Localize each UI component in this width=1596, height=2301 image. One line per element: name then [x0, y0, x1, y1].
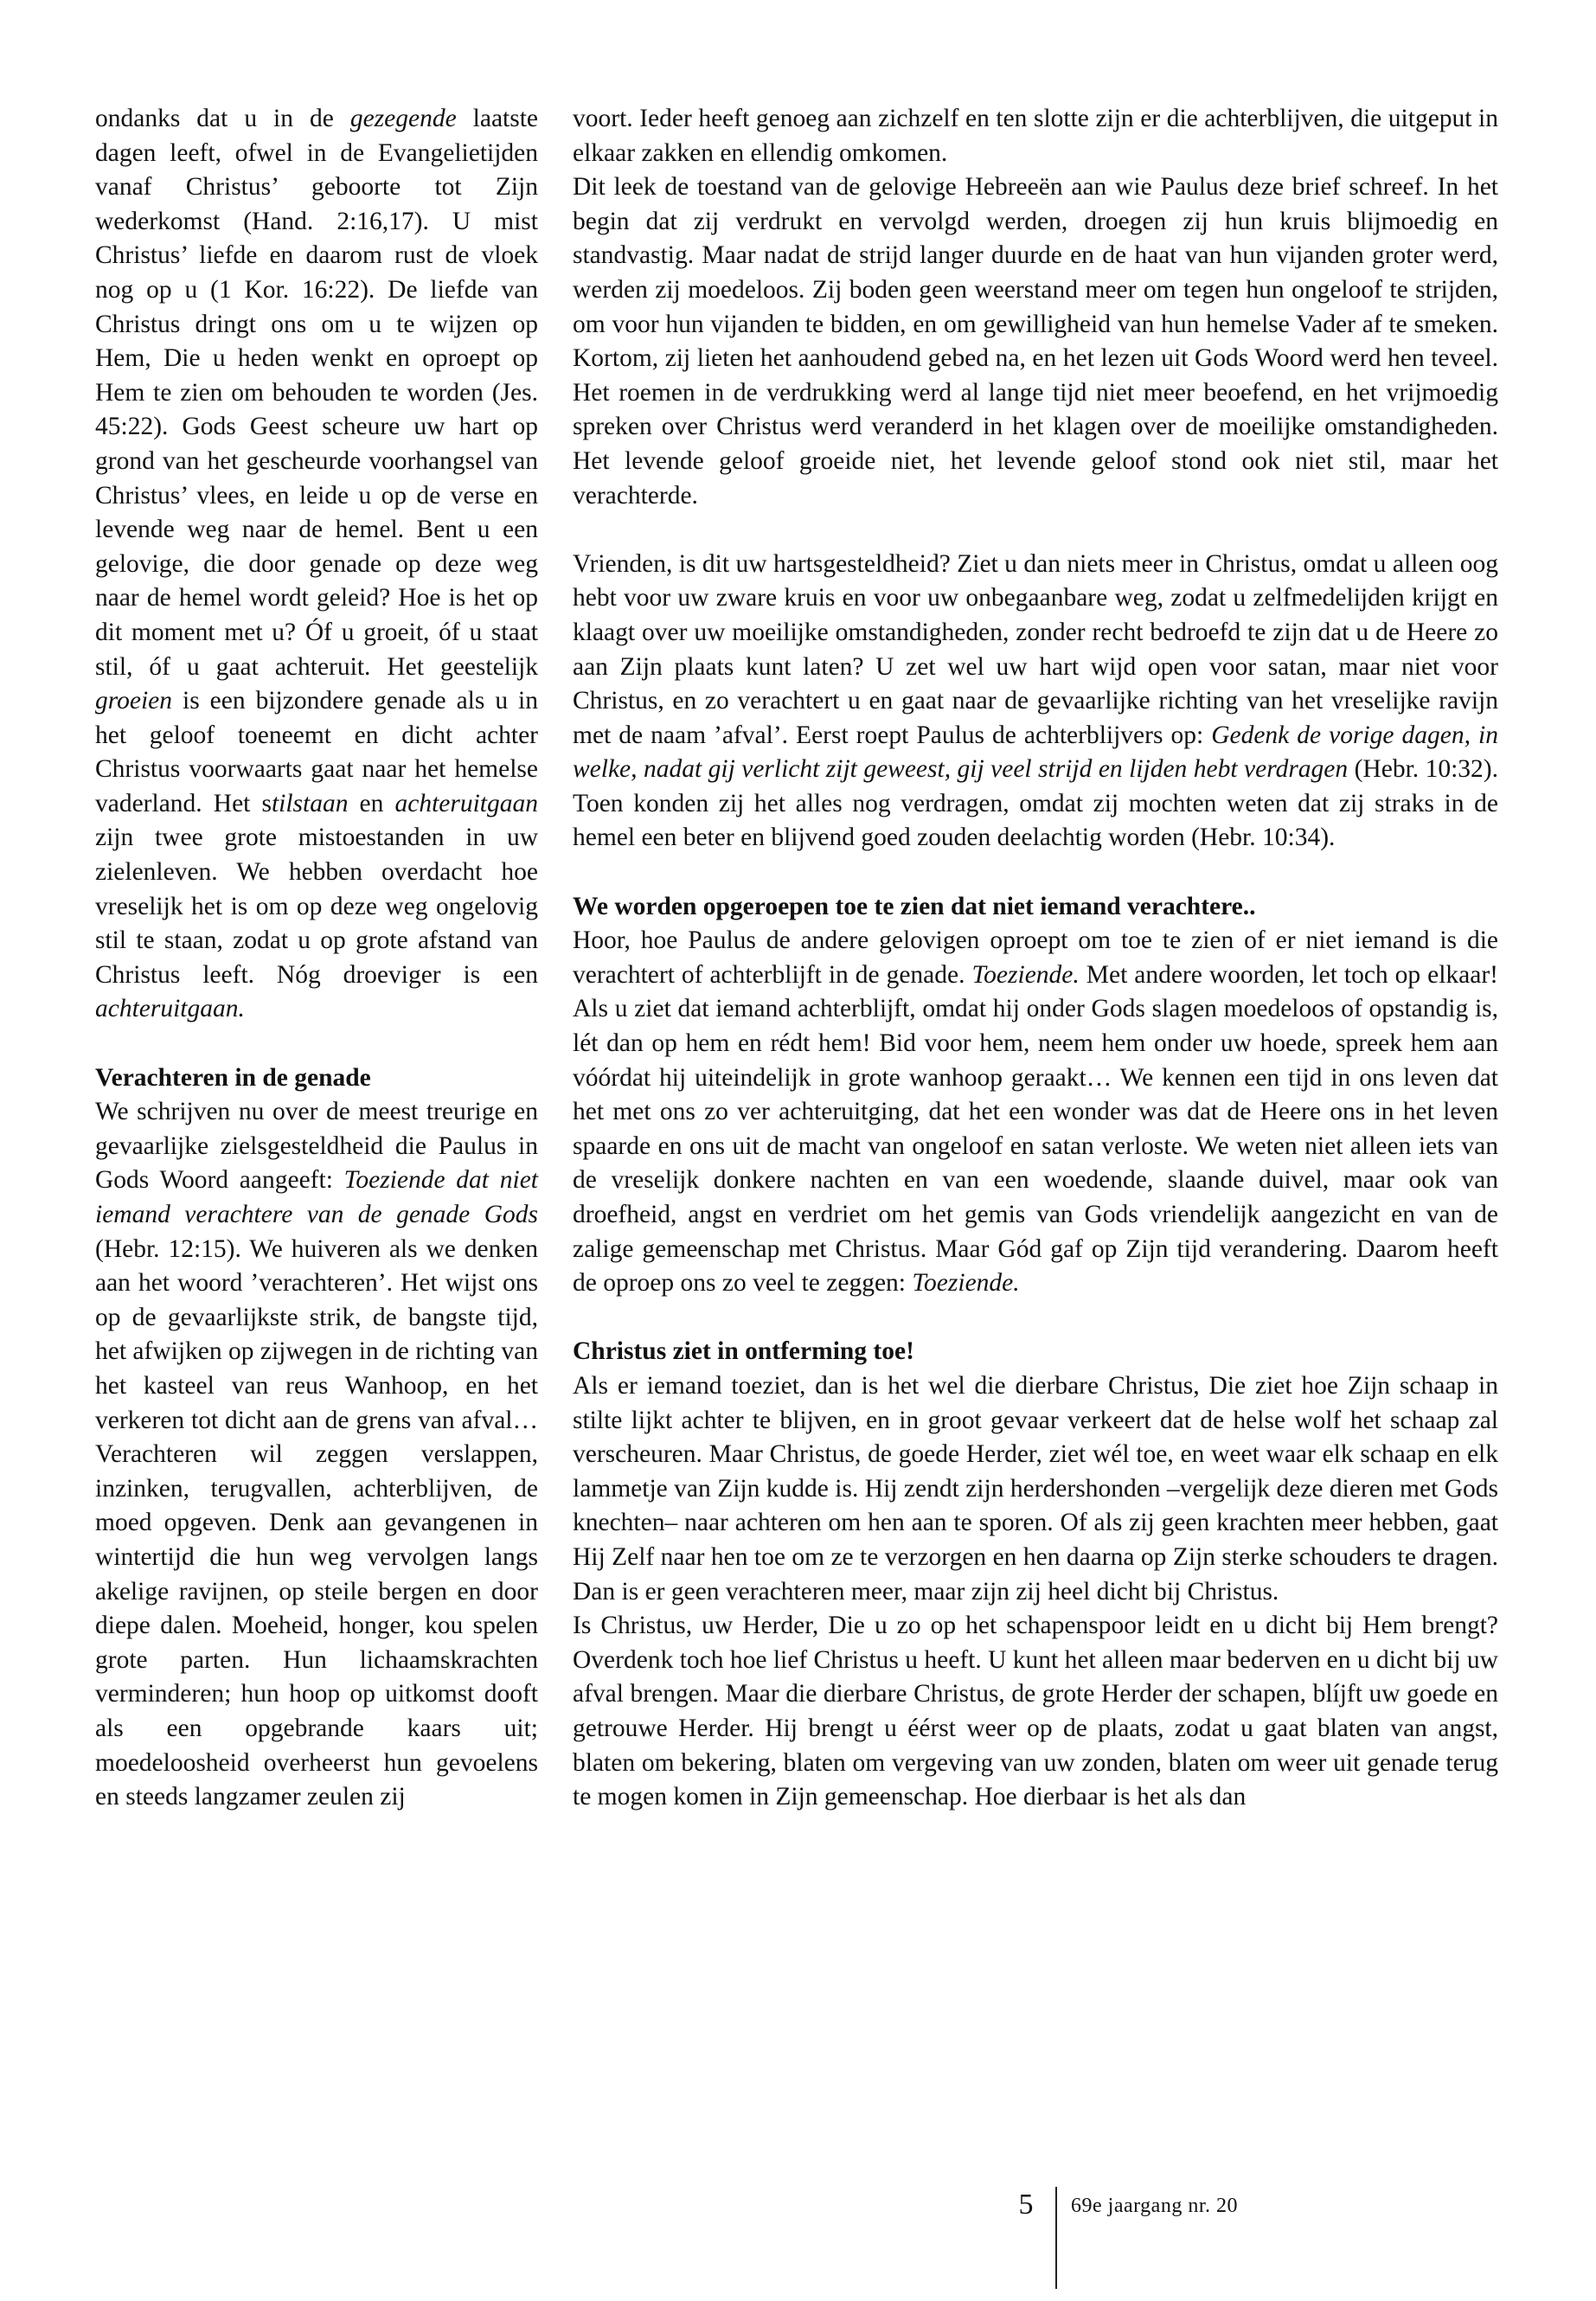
left-paragraph-1 — [95, 102, 538, 1027]
right-paragraph-4 — [573, 924, 1498, 1301]
italic-run: groeien — [95, 687, 173, 715]
text-run: Hoor, hoe Paulus de andere gelovigen oproept om toe te zien of er niet iemand is die verachtert of achterblijft in de genade. — [573, 926, 1498, 989]
italic-run: achteruitgaan. — [95, 995, 245, 1023]
paragraph-gap — [573, 1301, 1498, 1336]
italic-run: achteruitgaan — [394, 789, 538, 817]
right-column — [573, 102, 1498, 1815]
text-run: en — [348, 789, 395, 817]
section-heading-christus: Christus ziet in ontferming toe! — [573, 1337, 914, 1366]
text-run: ondanks dat u in de — [95, 105, 350, 132]
italic-run: Toeziende dat niet iemand verachtere van de genade Gods — [95, 1166, 538, 1228]
text-run: laatste dagen leeft, ofwel in de Evangelietijden vanaf Christus’ geboorte tot Zijn wederkomst (Hand. 2:16,17). U mist Christus’ liefde en daarom rust de vloek nog op u (1 Kor. 16:22). De liefde van Christus dringt ons om u te wijzen op Hem, Die u heden wenkt en oproept op Hem te zien om behouden te worden (Jes. 45:22). Gods Geest scheure uw hart op grond van het gescheurde voorhangsel van Christus’ vlees, en leide u op de verse en levende weg naar de hemel. Bent u een gelovige, die door genade op deze weg naar de hemel wordt geleid? Hoe is het op dit moment met u? Óf u groeit, óf u staat stil, óf u gaat achteruit. Het geestelijk — [95, 105, 538, 681]
text-run: (Hebr. 10:32). Toen konden zij het alles nog verdragen, omdat zij mochten weten dat zij straks in de hemel een beter en blijvend goed zouden deelachtig worden (Hebr. 10:34). — [573, 755, 1499, 852]
italic-run: Toeziende. — [971, 960, 1080, 989]
section-heading-opgeroepen: We worden opgeroepen toe te zien dat niet iemand verachtere.. — [573, 892, 1256, 920]
italic-run: tilstaan — [271, 789, 349, 817]
text-run: zijn twee grote mistoestanden in uw zielenleven. We hebben overdacht hoe vreselijk het is om op deze weg ongelovig stil te staan, zodat u op grote afstand van Christus leeft. Nóg droeviger is een — [95, 824, 538, 989]
right-paragraph-2: Dit leek de toestand van de gelovige Hebreeën aan wie Paulus deze brief schreef. In het begin dat zij verdrukt en vervolgd werden, droegen zij hun kruis blijmoedig en standvastig. Maar nadat de strijd langer duurde en de haat van hun vijanden groter werd, werden zij moedeloos. Zij boden geen weerstand meer om tegen hun ongeloof te strijden, om voor hun vijanden te bidden, en om gewilligheid van hun hemelse Vader af te smeken. Kortom, zij lieten het aanhoudend gebed na, en het lezen uit Gods Woord werd hen teveel. Het roemen in de verdrukking werd al lange tijd niet meer beoefend, en het vrijmoedig spreken over Christus werd veranderd in het klagen over de moeilijke omstandigheden. Het levende geloof groeide niet, het levende geloof stond ook niet stil, maar het verachterde. — [573, 173, 1498, 510]
page-number: 5 — [1018, 2189, 1034, 2221]
paragraph-gap — [573, 513, 1498, 548]
paragraph-gap — [573, 856, 1498, 890]
text-run: is een bijzondere genade als u in het geloof toeneemt en dicht achter Christus voorwaarts gaat naar het hemelse vaderland. Het s — [95, 687, 538, 817]
section-heading-verachteren: Verachteren in de genade — [95, 1063, 371, 1092]
text-run: (Hebr. 12:15). We huiveren als we denken aan het woord ’verachteren’. Het wijst ons op de gevaarlijkste strik, de bangste tijd, het afwijken op zijwegen in de richting van het kasteel van reus Wanhoop, en het verkeren tot dicht aan de grens van afval… Verachteren wil zeggen verslappen, inzinken, terugvallen, achterblijven, de moed opgeven. Denk aan gevangenen in wintertijd die hun weg vervolgen langs akelige ravijnen, op steile bergen en door diepe dalen. Moeheid, honger, kou spelen grote parten. Hun lichaamskrachten verminderen; hun hoop op uitkomst dooft als een opgebrande kaars uit; moedeloosheid overheerst hun gevoelens en steeds langzamer zeulen zij — [95, 1234, 538, 1811]
right-paragraph-3 — [573, 548, 1498, 856]
footer-divider — [1055, 2187, 1057, 2289]
italic-run: gezegende — [349, 105, 457, 132]
right-paragraph-6: Is Christus, uw Herder, Die u zo op het schapenspoor leidt en u dicht bij Hem brengt? Overdenk toch hoe lief Christus u heeft. U kunt het alleen maar bederven en u dicht bij uw afval brengen. Maar die dierbare Christus, de grote Herder der schapen, blíjft uw goede en getrouwe Herder. Hij brengt u éérst weer op de plaats, zodat u gaat blaten van angst, blaten om bekering, blaten om vergeving van uw zonden, blaten om weer uit genade terug te mogen komen in Zijn gemeenschap. Hoe dierbaar is het als dan — [573, 1612, 1498, 1811]
text-run: Met andere woorden, let toch op elkaar! Als u ziet dat iemand achterblijft, omdat hij onder Gods slagen moedeloos of opstandig is, lét dan op hem en rédt hem! Bid voor hem, neem hem onder uw hoede, spreek hem aan vóórdat hij uiteindelijk in grote wanhoop geraakt… We kennen een tijd in ons leven dat het met ons zo ver achteruitging, dat het een wonder was dat de Heere ons in het leven spaarde en ons uit de macht van ongeloof en satan verloste. We weten niet alleen iets van de vreselijk donkere nachten en van een woedende, slaande duivel, maar ook van droefheid, angst en verdriet om het gemis van Gods vriendelijk aangezicht en van de zalige gemeenschap met Christus. Maar Gód gaf op Zijn tijd verandering. Daarom heeft de oproep ons zo veel te zeggen: — [573, 960, 1499, 1298]
italic-run: Toeziende. — [912, 1269, 1020, 1298]
left-column — [95, 102, 538, 1815]
paragraph-gap — [95, 1027, 538, 1061]
right-paragraph-5: Als er iemand toeziet, dan is het wel die dierbare Christus, Die ziet hoe Zijn schaap in stilte lijkt achter te blijven, en in groot gevaar verkeert dat de helse wolf het schaap zal verscheuren. Maar Christus, de goede Herder, ziet wél toe, en weet waar elk schaap en elk lammetje van Zijn kudde is. Hij zendt zijn herdershonden –vergelijk deze dieren met Gods knechten– naar achteren om hen aan te sporen. Of als zij geen krachten meer hebben, gaat Hij Zelf naar hen toe om ze te verzorgen en hen daarna op Zijn sterke schouders te dragen. Dan is er geen verachteren meer, maar zijn zij heel dicht bij Christus. — [573, 1371, 1498, 1606]
right-paragraph-1: voort. Ieder heeft genoeg aan zichzelf en ten slotte zijn er die achterblijven, die uitgeput in elkaar zakken en ellendig omkomen. — [573, 105, 1498, 167]
text-run: Vrienden, is dit uw hartsgesteldheid? Ziet u dan niets meer in Christus, omdat u alleen oog hebt voor uw zware kruis en voor uw onbegaanbare weg, zodat u zelfmedelijden krijgt en klaagt over uw moeilijke omstandigheden, zonder recht bedroefd te zijn dat u de Heere zo aan Zijn plaats kunt laten? U zet wel uw hart wijd open voor satan, maar niet voor Christus, en zo verachtert u en gaat naar de gevaarlijke richting van het vreselijke ravijn met de naam ’afval’. Eerst roept Paulus de achterblijvers op: — [573, 549, 1498, 749]
italic-run: Gedenk de vorige dagen, in welke, nadat gij verlicht zijt geweest, gij veel strijd en lijden hebt verdragen — [573, 721, 1498, 784]
text-run: We schrijven nu over de meest treurige en gevaarlijke zielsgesteldheid die Paulus in Gods Woord aangeeft: — [95, 1098, 538, 1195]
left-paragraph-2 — [95, 1095, 538, 1814]
issue-label: 69e jaargang nr. 20 — [1071, 2195, 1239, 2217]
